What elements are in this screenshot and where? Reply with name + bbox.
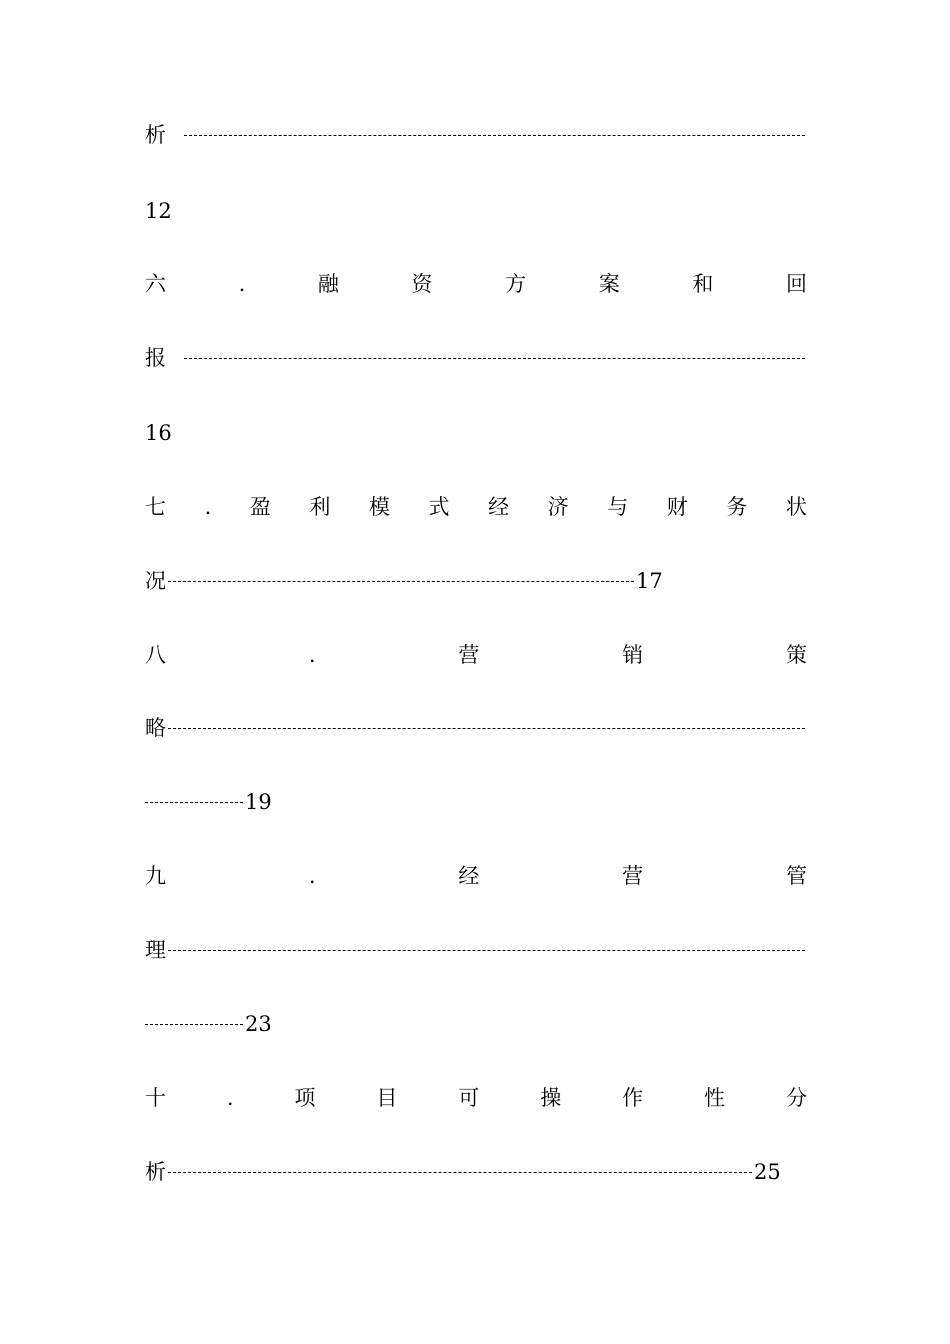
toc-title-char: 七 (145, 495, 166, 519)
toc-leader-line (145, 713, 807, 743)
toc-title-char: . (308, 864, 316, 888)
toc-entry-title (145, 492, 807, 522)
toc-title-char: 经 (488, 495, 510, 519)
toc-leader-continuation (145, 1009, 807, 1039)
dotted-leader (168, 950, 805, 951)
toc-leader-line (145, 935, 807, 965)
dotted-leader (168, 1172, 752, 1173)
toc-title-char: 与 (607, 495, 629, 519)
toc-leader-line (145, 120, 807, 150)
toc-title-char: 性 (704, 1086, 726, 1110)
toc-title-char: . (226, 1086, 234, 1110)
toc-title-char: 九 (145, 864, 166, 888)
toc-title-char: 式 (428, 495, 450, 519)
dotted-leader (145, 1024, 243, 1025)
toc-entry-title (145, 1083, 807, 1113)
toc-title-char: 目 (376, 1086, 398, 1110)
toc-entry-title (145, 269, 807, 299)
toc-entry-title (145, 640, 807, 670)
dotted-leader (168, 581, 634, 582)
toc-title-char: 营 (622, 864, 644, 888)
toc-title-char: 分 (785, 1086, 807, 1110)
toc-title-char: 八 (145, 643, 166, 667)
dotted-leader (184, 358, 805, 359)
toc-leader-line (145, 566, 807, 596)
toc-title-char: 报 (145, 346, 166, 370)
toc-title-char: 十 (145, 1086, 166, 1110)
toc-leader-continuation (145, 787, 807, 817)
toc-title-char: 回 (785, 272, 807, 296)
toc-title-char: 管 (786, 864, 807, 888)
toc-title-char: 模 (368, 495, 390, 519)
toc-title-char: 状 (785, 495, 807, 519)
toc-title-char: 况 (145, 569, 166, 593)
toc-page-number: 12 (145, 199, 172, 223)
toc-page-number: 23 (245, 1012, 272, 1036)
toc-title-char: 融 (317, 272, 339, 296)
toc-page-number: 17 (636, 569, 663, 593)
dotted-leader (168, 728, 805, 729)
toc-page-number: 19 (245, 790, 272, 814)
toc-leader-line (145, 343, 807, 373)
toc-title-char: 可 (458, 1086, 480, 1110)
toc-title-char: 析 (145, 123, 166, 147)
dotted-leader (184, 135, 805, 136)
toc-title-char: 作 (622, 1086, 644, 1110)
toc-title-char: 理 (145, 938, 166, 962)
toc-title-char: 项 (294, 1086, 316, 1110)
toc-page-number: 16 (145, 421, 172, 445)
toc-title-char: 营 (458, 643, 480, 667)
toc-entry-title (145, 861, 807, 891)
toc-title-char: 经 (458, 864, 480, 888)
toc-title-char: 资 (411, 272, 433, 296)
toc-title-char: 盈 (249, 495, 271, 519)
toc-title-char: 济 (547, 495, 569, 519)
toc-title-char: 案 (598, 272, 620, 296)
toc-title-char: 析 (145, 1160, 166, 1184)
toc-title-char: . (238, 272, 246, 296)
toc-title-char: 财 (666, 495, 688, 519)
toc-title-char: 操 (540, 1086, 562, 1110)
toc-title-char: 方 (505, 272, 527, 296)
toc-title-char: . (204, 495, 212, 519)
toc-title-char: 策 (786, 643, 807, 667)
toc-title-char: 六 (145, 272, 166, 296)
toc-title-char: 利 (309, 495, 331, 519)
toc-title-char: 销 (622, 643, 644, 667)
toc-leader-line (145, 1157, 807, 1187)
toc-title-char: 务 (726, 495, 748, 519)
toc-page-number: 25 (754, 1160, 781, 1184)
toc-title-char: 略 (145, 716, 166, 740)
toc-title-char: 和 (692, 272, 714, 296)
toc-title-char: . (308, 643, 316, 667)
dotted-leader (145, 802, 243, 803)
